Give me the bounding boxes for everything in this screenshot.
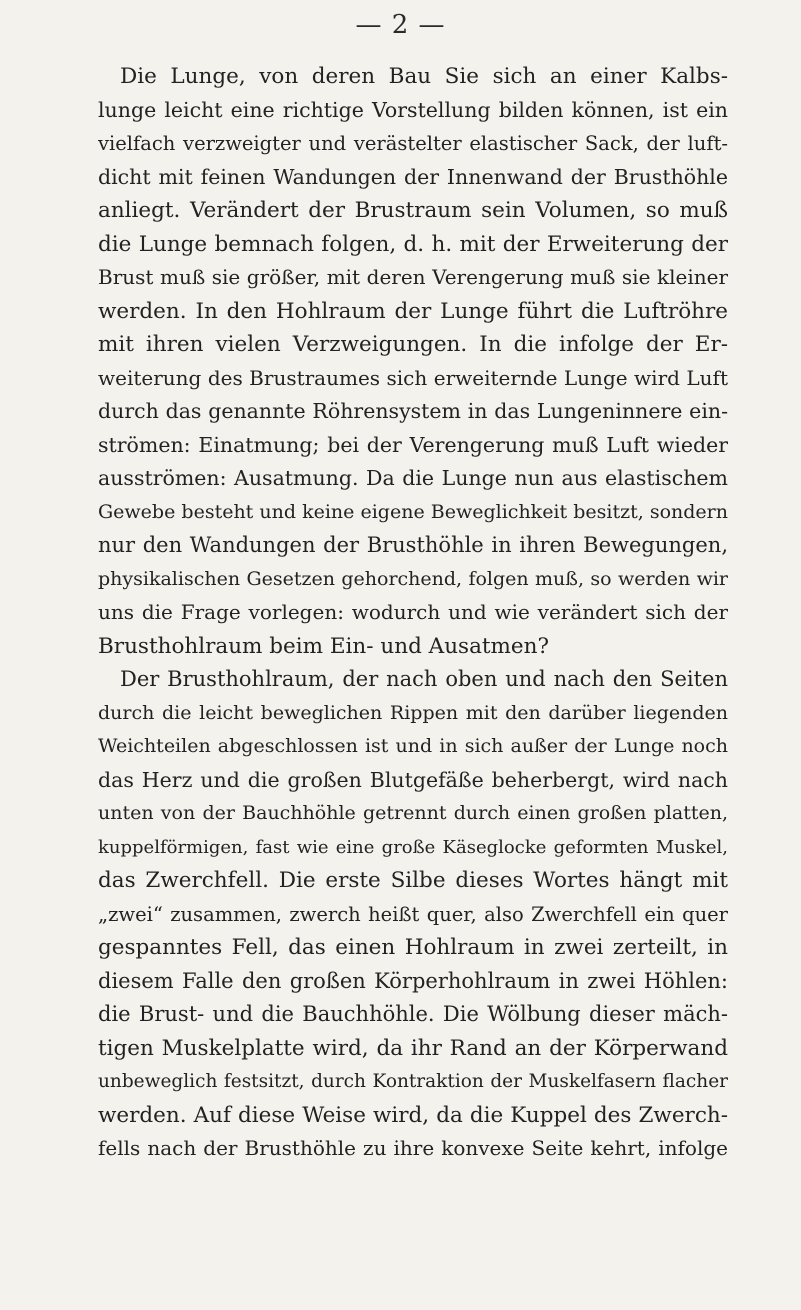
text-line: Der Brusthohlraum, der nach oben und nach den Seiten bbox=[120, 667, 728, 691]
text-line: fells nach der Brusthöhle zu ihre konvexe Seite kehrt, infolge bbox=[98, 1136, 728, 1160]
text-line: lunge leicht eine richtige Vorstellung bilden können, ist ein bbox=[98, 97, 728, 122]
text-line: werden. In den Hohlraum der Lunge führt die Luftröhre bbox=[98, 298, 728, 324]
text-line: Brust muß sie größer, mit deren Verengerung muß sie kleiner bbox=[98, 265, 728, 289]
text-line: Gewebe besteht und keine eigene Beweglichkeit besitzt, sondern bbox=[98, 500, 728, 523]
text-line: anliegt. Verändert der Brustraum sein Volumen, so muß bbox=[98, 198, 728, 223]
text-line: gespanntes Fell, das einen Hohlraum in zwei zerteilt, in bbox=[98, 935, 728, 960]
text-line: Brusthohlraum beim Ein- und Ausatmen? bbox=[98, 633, 550, 659]
text-line: werden. Auf diese Weise wird, da die Kuppel des Zwerch- bbox=[98, 1102, 728, 1128]
text-line: nur den Wandungen der Brusthöhle in ihren Bewegungen, bbox=[98, 533, 728, 557]
text-line: durch das genannte Röhrensystem in das Lungeninnere ein- bbox=[98, 399, 728, 423]
text-line: das Zwerchfell. Die erste Silbe dieses Wortes hängt mit bbox=[98, 868, 728, 893]
text-line: unten von der Bauchhöhle getrennt durch einen großen platten, bbox=[98, 802, 728, 824]
text-line: Weichteilen abgeschlossen ist und in sich außer der Lunge noch bbox=[98, 735, 728, 757]
text-line: kuppelförmigen, fast wie eine große Käseglocke geformten Muskel, bbox=[98, 836, 728, 858]
text-line: die Lunge bemnach folgen, d. h. mit der Erweiterung der bbox=[98, 231, 728, 257]
text-line: die Brust- und die Bauchhöhle. Die Wölbung dieser mäch- bbox=[98, 1002, 728, 1026]
text-line: vielfach verzweigter und verästelter elastischer Sack, der luft- bbox=[98, 132, 728, 155]
text-line: Die Lunge, von deren Bau Sie sich an einer Kalbs- bbox=[120, 64, 728, 89]
page-number: — 2 — bbox=[355, 10, 446, 40]
text-line: „zwei“ zusammen, zwerch heißt quer, also Zwerchfell ein quer bbox=[98, 902, 728, 926]
text-line: weiterung des Brustraumes sich erweiternde Lunge wird Luft bbox=[98, 365, 728, 390]
text-line: physikalischen Gesetzen gehorchend, folgen muß, so werden wir bbox=[98, 567, 728, 590]
text-line: ausströmen: Ausatmung. Da die Lunge nun aus elastischem bbox=[98, 466, 728, 490]
text-line: strömen: Einatmung; bei der Verengerung muß Luft wieder bbox=[98, 432, 728, 457]
text-line: unbeweglich festsitzt, durch Kontraktion der Muskelfasern flacher bbox=[98, 1071, 728, 1092]
text-line: dicht mit feinen Wandungen der Innenwand der Brusthöhle bbox=[98, 164, 728, 189]
text-line: mit ihren vielen Verzweigungen. In die infolge der Er- bbox=[98, 332, 728, 357]
text-line: uns die Frage vorlegen: wodurch und wie verändert sich der bbox=[98, 600, 728, 624]
text-line: durch die leicht beweglichen Rippen mit den darüber liegenden bbox=[98, 701, 728, 724]
body-text bbox=[98, 60, 728, 1166]
text-line: diesem Falle den großen Körperhohlraum in zwei Höhlen: bbox=[98, 968, 728, 993]
text-line: tigen Muskelplatte wird, da ihr Rand an der Körperwand bbox=[98, 1035, 728, 1061]
text-line: das Herz und die großen Blutgefäße beherbergt, wird nach bbox=[98, 767, 728, 792]
